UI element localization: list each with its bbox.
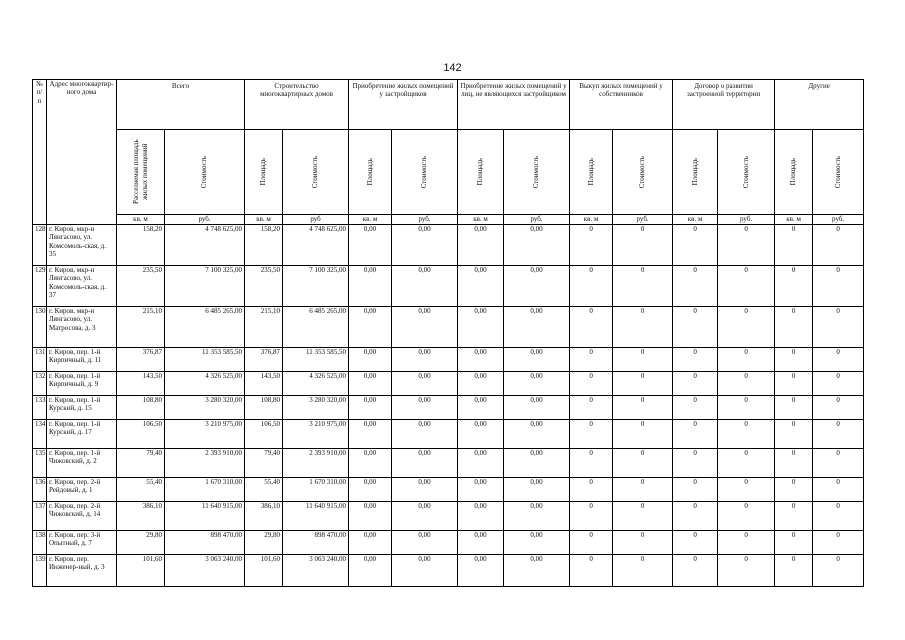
value-cell: 0	[775, 307, 813, 348]
value-cell: 0,00	[458, 449, 504, 478]
value-cell: 0	[813, 396, 864, 420]
unit-cell: руб.	[392, 215, 458, 225]
value-cell: 0,00	[349, 449, 392, 478]
value-cell: 0	[570, 449, 613, 478]
row-address: г. Киров, мкр-н Лянгасово, ул. Комсомоль-ская, д. 35	[47, 225, 117, 266]
subheader-cell	[673, 130, 718, 215]
header-group-purchase-developers: Приобретение жилых помещений у застройщиков	[349, 80, 458, 130]
subheader-cell	[570, 130, 613, 215]
value-cell: 0	[570, 266, 613, 307]
unit-cell: руб.	[813, 215, 864, 225]
row-address: г. Киров, пер. 1-й Чижовский, д. 2	[47, 449, 117, 478]
value-cell: 0,00	[504, 348, 570, 372]
row-address: г. Киров, пер. 1-й Кирпичный, д. 11	[47, 348, 117, 372]
value-cell: 0	[613, 225, 673, 266]
subheader-label: Стоимость	[741, 155, 750, 189]
value-cell: 0	[813, 266, 864, 307]
row-address: г. Киров, пер. 1-й Кирпичный, д. 9	[47, 372, 117, 396]
value-cell: 11 640 915,00	[283, 502, 349, 531]
value-cell: 0	[673, 502, 718, 531]
value-cell: 0	[775, 531, 813, 555]
value-cell: 0,00	[349, 348, 392, 372]
value-cell: 55,40	[117, 478, 165, 502]
header-address: Адрес многоквартир-ного дома	[47, 80, 117, 225]
value-cell: 108,80	[245, 396, 283, 420]
row-number: 129	[33, 266, 47, 307]
value-cell: 0	[673, 307, 718, 348]
value-cell: 215,10	[117, 307, 165, 348]
row-number: 128	[33, 225, 47, 266]
row-number: 130	[33, 307, 47, 348]
value-cell: 1 670 310,00	[165, 478, 245, 502]
subheader-label: Площадь	[365, 158, 374, 186]
value-cell: 79,40	[245, 449, 283, 478]
value-cell: 0,00	[458, 348, 504, 372]
value-cell: 0	[570, 225, 613, 266]
value-cell: 0	[613, 307, 673, 348]
value-cell: 3 280 320,00	[283, 396, 349, 420]
table-row	[33, 225, 864, 266]
value-cell: 0	[570, 478, 613, 502]
table-row	[33, 555, 864, 587]
value-cell: 0	[570, 307, 613, 348]
subheader-cell	[392, 130, 458, 215]
table-body	[33, 225, 864, 587]
value-cell: 11 640 915,00	[165, 502, 245, 531]
subheader-label: Стоимость	[532, 155, 541, 189]
table-row	[33, 531, 864, 555]
value-cell: 1 670 310,00	[283, 478, 349, 502]
value-cell: 0,00	[504, 531, 570, 555]
row-number: 135	[33, 449, 47, 478]
value-cell: 0	[775, 396, 813, 420]
value-cell: 0	[613, 478, 673, 502]
table-row	[33, 502, 864, 531]
header-group-total: Всего	[117, 80, 245, 130]
value-cell: 376,87	[245, 348, 283, 372]
value-cell: 898 470,00	[283, 531, 349, 555]
value-cell: 0,00	[392, 420, 458, 449]
header-no: № п/п	[33, 80, 47, 225]
value-cell: 0	[673, 449, 718, 478]
value-cell: 0,00	[349, 396, 392, 420]
value-cell: 0	[718, 531, 775, 555]
value-cell: 4 326 525,00	[165, 372, 245, 396]
subheader-cell	[613, 130, 673, 215]
value-cell: 0	[775, 348, 813, 372]
value-cell: 0	[775, 420, 813, 449]
value-cell: 0	[570, 372, 613, 396]
value-cell: 0	[673, 225, 718, 266]
value-cell: 0	[570, 420, 613, 449]
value-cell: 55,40	[245, 478, 283, 502]
value-cell: 0	[718, 420, 775, 449]
value-cell: 0	[813, 225, 864, 266]
value-cell: 0	[570, 531, 613, 555]
subheader-label: Площадь	[690, 158, 699, 186]
table-row	[33, 449, 864, 478]
row-number: 133	[33, 396, 47, 420]
value-cell: 0,00	[349, 478, 392, 502]
subheader-cell	[245, 130, 283, 215]
value-cell: 2 393 910,00	[283, 449, 349, 478]
value-cell: 0	[813, 531, 864, 555]
value-cell: 0	[813, 307, 864, 348]
value-cell: 4 326 525,00	[283, 372, 349, 396]
header-group-buyout: Выкуп жилых помещений у собственников	[570, 80, 673, 130]
value-cell: 0,00	[349, 531, 392, 555]
subheader-label: Стоимость	[420, 155, 429, 189]
value-cell: 6 485 265,00	[283, 307, 349, 348]
value-cell: 101,60	[117, 555, 165, 587]
unit-cell: кв. м	[775, 215, 813, 225]
unit-cell: кв. м	[349, 215, 392, 225]
value-cell: 0	[673, 348, 718, 372]
table-row	[33, 266, 864, 307]
value-cell: 6 485 265,00	[165, 307, 245, 348]
subheader-cell	[775, 130, 813, 215]
value-cell: 215,10	[245, 307, 283, 348]
value-cell: 7 100 325,00	[165, 266, 245, 307]
value-cell: 0,00	[504, 372, 570, 396]
row-address: г. Киров, пер. 2-й Чижовский, д. 14	[47, 502, 117, 531]
value-cell: 158,20	[117, 225, 165, 266]
value-cell: 0,00	[458, 420, 504, 449]
header-group-development-agreement: Договор о развитии застроенной территории	[673, 80, 775, 130]
table-row	[33, 396, 864, 420]
value-cell: 79,40	[117, 449, 165, 478]
value-cell: 106,50	[117, 420, 165, 449]
header-group-construction: Строительство многоквартирных домов	[245, 80, 349, 130]
row-number: 137	[33, 502, 47, 531]
unit-cell: руб.	[165, 215, 245, 225]
table-row	[33, 372, 864, 396]
subheader-label: Площадь	[789, 158, 798, 186]
value-cell: 143,50	[245, 372, 283, 396]
value-cell: 29,80	[117, 531, 165, 555]
value-cell: 3 063 240,00	[283, 555, 349, 587]
units-row	[33, 215, 864, 225]
resettlement-table	[32, 79, 864, 587]
value-cell: 0,00	[504, 478, 570, 502]
value-cell: 0	[613, 396, 673, 420]
value-cell: 3 063 240,00	[165, 555, 245, 587]
row-address: г. Киров, пер. 2-й Рейдовый, д. 1	[47, 478, 117, 502]
value-cell: 0	[673, 531, 718, 555]
table-header	[33, 80, 864, 225]
value-cell: 0,00	[392, 372, 458, 396]
subheader-label: Площадь	[586, 158, 595, 186]
value-cell: 0,00	[392, 478, 458, 502]
subheader-cell	[504, 130, 570, 215]
value-cell: 0,00	[349, 420, 392, 449]
value-cell: 0,00	[458, 372, 504, 396]
value-cell: 7 100 325,00	[283, 266, 349, 307]
value-cell: 0	[718, 266, 775, 307]
row-number: 136	[33, 478, 47, 502]
subheader-cell	[165, 130, 245, 215]
value-cell: 0,00	[392, 449, 458, 478]
subheader-cell	[813, 130, 864, 215]
subheader-label: Стоимость	[200, 155, 208, 189]
value-cell: 0,00	[349, 307, 392, 348]
unit-cell: кв. м	[570, 215, 613, 225]
row-address: г. Киров, пер. 3-й Опытный, д. 7	[47, 531, 117, 555]
value-cell: 0	[613, 372, 673, 396]
value-cell: 0	[718, 555, 775, 587]
value-cell: 0	[718, 307, 775, 348]
value-cell: 0,00	[504, 307, 570, 348]
subheader-cell	[117, 130, 165, 215]
value-cell: 0,00	[458, 396, 504, 420]
value-cell: 0	[813, 449, 864, 478]
value-cell: 143,50	[117, 372, 165, 396]
value-cell: 0	[570, 348, 613, 372]
value-cell: 0,00	[458, 225, 504, 266]
value-cell: 0,00	[504, 420, 570, 449]
value-cell: 0,00	[392, 225, 458, 266]
value-cell: 0	[718, 396, 775, 420]
unit-cell: руб.	[613, 215, 673, 225]
value-cell: 0	[718, 478, 775, 502]
value-cell: 0,00	[392, 348, 458, 372]
value-cell: 0	[813, 372, 864, 396]
value-cell: 0	[613, 531, 673, 555]
value-cell: 0,00	[392, 307, 458, 348]
value-cell: 0,00	[504, 266, 570, 307]
value-cell: 0	[718, 502, 775, 531]
value-cell: 0	[570, 555, 613, 587]
subheader-cell	[458, 130, 504, 215]
subheader-cell	[349, 130, 392, 215]
value-cell: 0	[813, 348, 864, 372]
value-cell: 0	[613, 420, 673, 449]
subheader-row	[33, 130, 864, 215]
value-cell: 0	[718, 449, 775, 478]
value-cell: 0	[775, 372, 813, 396]
table-row	[33, 348, 864, 372]
row-address: г. Киров, пер. 1-й Курский, д. 17	[47, 420, 117, 449]
value-cell: 386,10	[117, 502, 165, 531]
value-cell: 376,87	[117, 348, 165, 372]
value-cell: 0,00	[504, 555, 570, 587]
value-cell: 0	[813, 555, 864, 587]
subheader-label: Площадь	[259, 158, 268, 186]
unit-cell: руб	[283, 215, 349, 225]
subheader-label: Площадь	[476, 158, 485, 186]
value-cell: 0,00	[458, 531, 504, 555]
value-cell: 0,00	[504, 225, 570, 266]
value-cell: 11 353 585,50	[283, 348, 349, 372]
value-cell: 0,00	[392, 502, 458, 531]
value-cell: 11 353 585,50	[165, 348, 245, 372]
value-cell: 3 280 320,00	[165, 396, 245, 420]
value-cell: 0	[775, 502, 813, 531]
value-cell: 0,00	[458, 502, 504, 531]
value-cell: 0,00	[458, 266, 504, 307]
row-address: г. Киров, пер. 1-й Курский, д. 15	[47, 396, 117, 420]
subheader-label: Расселяемая площадь жилых помещений	[131, 139, 149, 205]
unit-cell: руб.	[504, 215, 570, 225]
value-cell: 235,50	[117, 266, 165, 307]
value-cell: 0,00	[504, 502, 570, 531]
row-address: г. Киров, мкр-н Лянгасово, ул. Матросова, д. 3	[47, 307, 117, 348]
row-number: 132	[33, 372, 47, 396]
table-row	[33, 478, 864, 502]
unit-cell: кв. м	[673, 215, 718, 225]
value-cell: 0	[775, 555, 813, 587]
value-cell: 0	[570, 502, 613, 531]
unit-cell: кв. м	[458, 215, 504, 225]
value-cell: 4 748 625,00	[165, 225, 245, 266]
row-number: 131	[33, 348, 47, 372]
value-cell: 235,50	[245, 266, 283, 307]
value-cell: 386,10	[245, 502, 283, 531]
subheader-label: Стоимость	[638, 155, 647, 189]
value-cell: 0	[718, 225, 775, 266]
unit-cell: кв. м	[117, 215, 165, 225]
value-cell: 0,00	[392, 266, 458, 307]
value-cell: 3 210 975,00	[165, 420, 245, 449]
value-cell: 0,00	[349, 266, 392, 307]
value-cell: 0	[673, 478, 718, 502]
header-group-other: Другие	[775, 80, 864, 130]
row-address: г. Киров, пер. Инженер-ный, д. 3	[47, 555, 117, 587]
unit-cell: кв. м	[245, 215, 283, 225]
value-cell: 0	[673, 396, 718, 420]
subheader-cell	[718, 130, 775, 215]
value-cell: 0	[775, 478, 813, 502]
value-cell: 101,60	[245, 555, 283, 587]
value-cell: 0,00	[349, 502, 392, 531]
header-group-purchase-non-developers: Приобретение жилых помещений у лиц, не являющихся застройщиком	[458, 80, 570, 130]
value-cell: 0,00	[458, 478, 504, 502]
value-cell: 0	[813, 420, 864, 449]
value-cell: 0	[613, 502, 673, 531]
value-cell: 0,00	[392, 555, 458, 587]
value-cell: 158,20	[245, 225, 283, 266]
value-cell: 106,50	[245, 420, 283, 449]
value-cell: 29,80	[245, 531, 283, 555]
value-cell: 0	[775, 225, 813, 266]
value-cell: 0	[718, 348, 775, 372]
value-cell: 0,00	[504, 396, 570, 420]
value-cell: 0	[613, 348, 673, 372]
value-cell: 0	[613, 266, 673, 307]
table-row	[33, 420, 864, 449]
value-cell: 0	[718, 372, 775, 396]
value-cell: 4 748 625,00	[283, 225, 349, 266]
value-cell: 108,80	[117, 396, 165, 420]
value-cell: 0	[673, 372, 718, 396]
value-cell: 0	[673, 266, 718, 307]
value-cell: 0	[813, 478, 864, 502]
page-number: 142	[443, 62, 462, 74]
row-number: 134	[33, 420, 47, 449]
unit-cell: руб.	[718, 215, 775, 225]
value-cell: 898 470,00	[165, 531, 245, 555]
subheader-label: Стоимость	[311, 155, 320, 189]
value-cell: 0	[673, 555, 718, 587]
table-row	[33, 307, 864, 348]
value-cell: 0,00	[504, 449, 570, 478]
value-cell: 3 210 975,00	[283, 420, 349, 449]
value-cell: 0,00	[349, 555, 392, 587]
value-cell: 0	[813, 502, 864, 531]
value-cell: 0,00	[349, 372, 392, 396]
row-number: 139	[33, 555, 47, 587]
value-cell: 0,00	[458, 307, 504, 348]
value-cell: 0	[775, 449, 813, 478]
value-cell: 0	[570, 396, 613, 420]
value-cell: 0	[775, 266, 813, 307]
subheader-label: Стоимость	[833, 155, 842, 189]
value-cell: 0	[613, 449, 673, 478]
row-number: 138	[33, 531, 47, 555]
value-cell: 0,00	[458, 555, 504, 587]
value-cell: 0,00	[392, 531, 458, 555]
value-cell: 2 393 910,00	[165, 449, 245, 478]
value-cell: 0,00	[392, 396, 458, 420]
subheader-cell	[283, 130, 349, 215]
value-cell: 0	[613, 555, 673, 587]
value-cell: 0	[673, 420, 718, 449]
value-cell: 0,00	[349, 225, 392, 266]
row-address: г. Киров, мкр-н Лянгасово, ул. Комсомоль-ская, д. 37	[47, 266, 117, 307]
